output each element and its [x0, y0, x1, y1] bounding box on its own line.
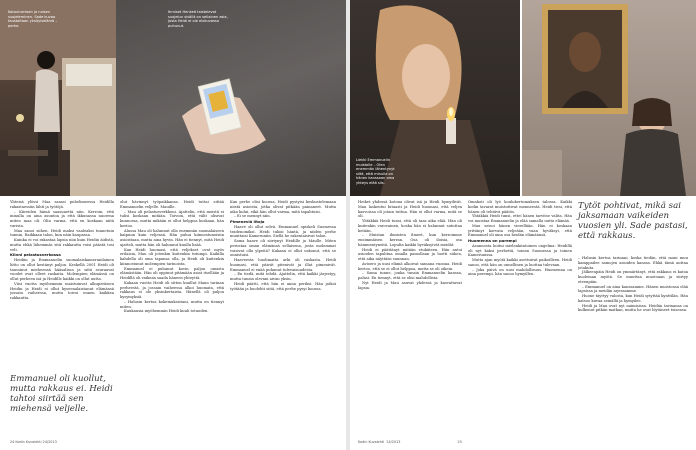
hand-card-illustration: [116, 0, 346, 196]
right-page: [350, 0, 696, 450]
hand-photo: [116, 0, 346, 196]
left-folio: 24 Kodin Kuvalehti 24/2013: [10, 440, 57, 444]
body-paragraph: Maa sanoi siihen. Heidi maksi vaaleaksi tunnetuin tunnin. Raikkaan talon, kun näin kaupassa.: [10, 228, 114, 238]
subheading: Huomenna on parempi: [468, 238, 517, 243]
body-paragraph: – En tiedä, mitä tehdä. Ajattelin, että kaikki järjestyy, mutta tunsin olevani aivan yksin.: [230, 272, 336, 281]
kitchen-photo-caption: Kotoutumisen ja naisen suojeleminen. Sade kuvaa taustaltaan yksityiselämä – perhe.: [8, 10, 58, 28]
body-paragraph: Haaveesta huolimatta arki oli raskasta. Heidi huomasi, että päivät pitenivät ja illat pimenivät. Emmanuel ei enää puhunut tulevaisuudesta.: [230, 258, 336, 272]
left-pull-quote: Emmanuel oli kuollut, mutta rakkaus ei. Heidi tahtoi siirtää sen miehensä veljelle.: [10, 374, 113, 414]
right-column-1: [358, 200, 462, 434]
lighter-photo-caption: Liekki Emmanuelin muistolle – Olen enemmän lähentynyt siitä, että minulla on hänen kanssaan oma yhteys elää siis.: [356, 158, 395, 185]
right-column-2: [468, 200, 572, 434]
body-paragraph: Nyt Heidi ja Mau asuvat yhdessä ja kasvattavat lapsia.: [358, 280, 462, 290]
subheading: Kiinni pelastusverkossa: [10, 252, 61, 258]
body-paragraph: Sama haave oli siirtynyt Heidille ja Maulle. Miten perustaa oman elämänsä sellaisena, josta molemmat voisivat olla ylpeitä? Kukaan ei ollut uskonut, että se onnistuisi.: [230, 239, 336, 258]
body-paragraph: Haave oli ollut selvä. Emmanuel opiskeli Suomessa tradenomiksi. Heidi tukisi häntä, ja niiden perhe muuttaisi Kameruniin. Siellä he rakentaisivat talon.: [230, 224, 336, 239]
body-paragraph: Huone täyttyy valosta, kun Heidi sytyttää kynttilän. Hän katsoo kuvaa seinällä ja hymyilee.: [578, 294, 688, 303]
body-paragraph: Mutta ajan myötä kaikki asettuivat paikoilleen. Heidi sanoo, että hän on onnellinen ja luottaa tulevaan.: [468, 258, 572, 267]
kitchen-photo: [0, 0, 116, 196]
kitchen-scene-illustration: [0, 0, 116, 196]
body-paragraph: – Ei se mennyt niin.: [234, 214, 271, 219]
body-paragraph: – Kiireiden hämä saasunettä niin. Kerroin, että minulla on aina asuntoa ja että ikkunassa nuorena miten maa oli. Olin varma, että en koskaan niitä varista.: [10, 209, 114, 228]
body-paragraph: Heidi ja Mau ovat nyt naimisissa. Heidän tarinansa on kulkenut pitkän matkan, mutta he ovat löytäneet toisensa.: [578, 303, 688, 313]
body-paragraph: olut hävinnyt työpaikkansa. Heidi tuttai sittää Emmanuelin veljelle. Mauille.: [120, 200, 224, 209]
portrait-photo: [522, 0, 696, 196]
body-paragraph: Heidi ei päättänyt mitään etukäteen. Hän antoi asioiden tapahtua omalla painollaan ja luotti siihen, että aika näyttäisi suunnan.: [358, 247, 462, 261]
body-paragraph: Yhtäkkiä Heidi tunsi, ettei hänen tarvitse valita. Hän voi muistaa Emmanuelin ja elää samalla uutta elämää.: [468, 214, 572, 223]
body-paragraph: Viisi vuotta myöhemmin maistuinvat alkuperäisen Heidin ja Heidi ei ollut kyseenalaistanut elämänsä jossain vaiheessa, mutta toivoi ennen kaikkea rakkautta.: [10, 281, 114, 300]
body-paragraph: Kukaan vuotta Heidi oli sitten kuullut Maun tarinan perheestä, ja jossain vaiheessa alkoi huomata, että rakkaus ei ole yksinkertaista. Hänellä oli paljon kysymyksiä.: [120, 280, 224, 299]
body-paragraph: – Halusin kertoa tarinani, koska tiedän, että moni muu kamppailee samojen asioiden kanssa. Ehkä tämä auttaa jotakuta.: [578, 256, 688, 270]
body-paragraph: Asunnosta koitui mielenkiintoinen ongelma: Heidillä oli nyt kaksi perhettä, toinen Suomessa ja toinen Kamerunissa.: [468, 243, 572, 258]
right-column-3: [578, 256, 688, 434]
body-paragraph: Kuukausia myöhemmin Heidi kuuli totuuden.: [124, 309, 209, 314]
body-paragraph: – Mau oli pelastusverkkoni. Ajattelin, että meistä ei tulisi koskaan mitään. Toivoin, että välit olisivat kunnossa, mutta mikään ei ollut helppoa koskaan, hän kertoo.: [120, 209, 224, 228]
body-paragraph: Kuinka ei voi rakastaa lapsia niin kuin Heidin äidistä, mutta ehkä lähemmäs sitä rakkautta voisi päästä tosi veli.: [10, 238, 114, 252]
hand-photo-caption: Ihmiset Henkeä taistelevat suojelun sisällä on sellainen asia, josta Heidi ei ole elokuvassa puhunut.: [168, 10, 228, 28]
left-column-3: [230, 200, 336, 434]
body-paragraph: Omakoti oli lyö koulukertomuksen talossa. Kaikki kodin tavarat muistuttivat menneestä. Heidi tiesi, että hänen oli tehtävä päätös.: [468, 200, 572, 214]
body-paragraph: – Sama tunne, jonka tunsin Emmanuelin kanssa, palasi. En tiennyt, että se olisi mahdollista.: [358, 271, 462, 280]
body-paragraph: – Muistan ihmisten ilmeet, kun kerroimme ensimmäisen kerran. Osa oli iloisia, osa hämmentyneitä. Lopulta kaikki hyväksyivät meidät.: [358, 233, 462, 247]
left-column-2: [120, 200, 224, 434]
left-page: [0, 0, 346, 450]
body-paragraph: Heidiin ja Emmanuelin suomalaiskamerunilainen liitto on ollut kestänyt paljon. Keskellä 2001 Heidi oli tanssinut mieheensä hääsalissa ja siitä seuraavat vuodet ovat olleet raskaita. Molempien elämässä on ollut perheen isä ja Heidille kaikki on ollut uutta.: [10, 258, 114, 281]
body-paragraph: Alussa Mau oli halunnut olla enemmän suomalaiseen kaipuun kuin veljensä. Hän puhui kiinnostuneisiin asioistaan, mutta aina hyvin. Hän ei tiennyt, mitä Heidi ajatteli, mutta hän oli halunnut kuulla lisää.: [120, 228, 224, 247]
right-folio: Kodin Kuvalehti 24/2013 25: [358, 440, 462, 444]
body-paragraph: Jälkeenpäin Heidi on ymmärtänyt, että rakkaus ei katoa kuoleman myötä. Se muuttaa muotoaan ja siirtyy eteenpäin.: [578, 270, 688, 284]
body-paragraph: – Halusin kertoa kokemuksistani, mutta en tiennyt miten.: [120, 299, 224, 309]
subheading: Pimeneviä iltoja: [230, 219, 265, 224]
body-paragraph: Emmanuel ei puhunut kovin paljon omasta elämästään. Hän oli oppinut pitämään asiat itsellään ja Heidillä oli vaikeaa saada häneen yhteyttä.: [120, 266, 224, 280]
body-paragraph: – Joka päivä on uusi mahdollisuus. Huomenna on aina parempi, hän sanoo hymyillen.: [468, 267, 572, 277]
body-paragraph: Mau seisoi hänen vierellään. Hän ei koskaan yrittänyt korvata veljeään, vaan hyväksyi, että Emmanuel oli aina osa heidän elämäänsä.: [468, 223, 572, 238]
body-paragraph: Yhtäkkiä Heidi tunsi, että oli taas aika elää. Hän oli kuitenkin varovainen, koska hän ei halunnut satuttaa ketään.: [358, 219, 462, 233]
body-paragraph: Heiket yhdessä kotona olivat isä ja Heidi hymyilivät. Mau laskeutui hitaasti ja Heidi huomasi, että veljen kasvoissa oli jotain tuttua. Hän ei ollut varma, mitä se oli.: [358, 200, 462, 219]
left-column-1: [10, 200, 114, 355]
body-paragraph: Heidi päätti, että hän ei anna periksi. Hän jatkoi työtään ja huolehti siitä, että perhe pysyi koossa.: [230, 281, 336, 291]
body-paragraph: Kun perhe olisi koossa, Heidi pystyisi keskustelemaan niistä asioista, jotka olivat pitkään painaneet. Mutta aika kului, eikä hän ollut varma, mitä tapahtuisi.: [230, 200, 336, 214]
body-paragraph: Yhteisä ylössi Maa saassi puhelimeessa Heidilla rakastaessiin lähti ja työtöjä.: [10, 200, 114, 209]
body-paragraph: – Emmanuel on aina kanssamme. Hänen muistonsa elää lapsissa ja meidän arjessamme.: [578, 284, 688, 294]
portrait-scene-illustration: [522, 0, 696, 196]
body-paragraph: Kun Heidi huomasi, että veljekset ovat myös erilaisia, Mau oli jotenkin kuitenkin tutumpi. Kaikilla kahdella oli oma tapansa olla, ja Heidi oli kuitenkin kiinnostunut molempien tarinoista.: [120, 247, 224, 266]
right-pull-quote: Tytöt pohtivat, mikä sai jaksamaan vaikeiden vuosien yli. Sade pastasi, että rakkaus.: [578, 201, 688, 241]
body-paragraph: Avioero ja uusi elämä alkoivat samana vuonna. Heidi kertoo, että se ei ollut helppoa, mutta se oli oikein.: [358, 261, 462, 271]
